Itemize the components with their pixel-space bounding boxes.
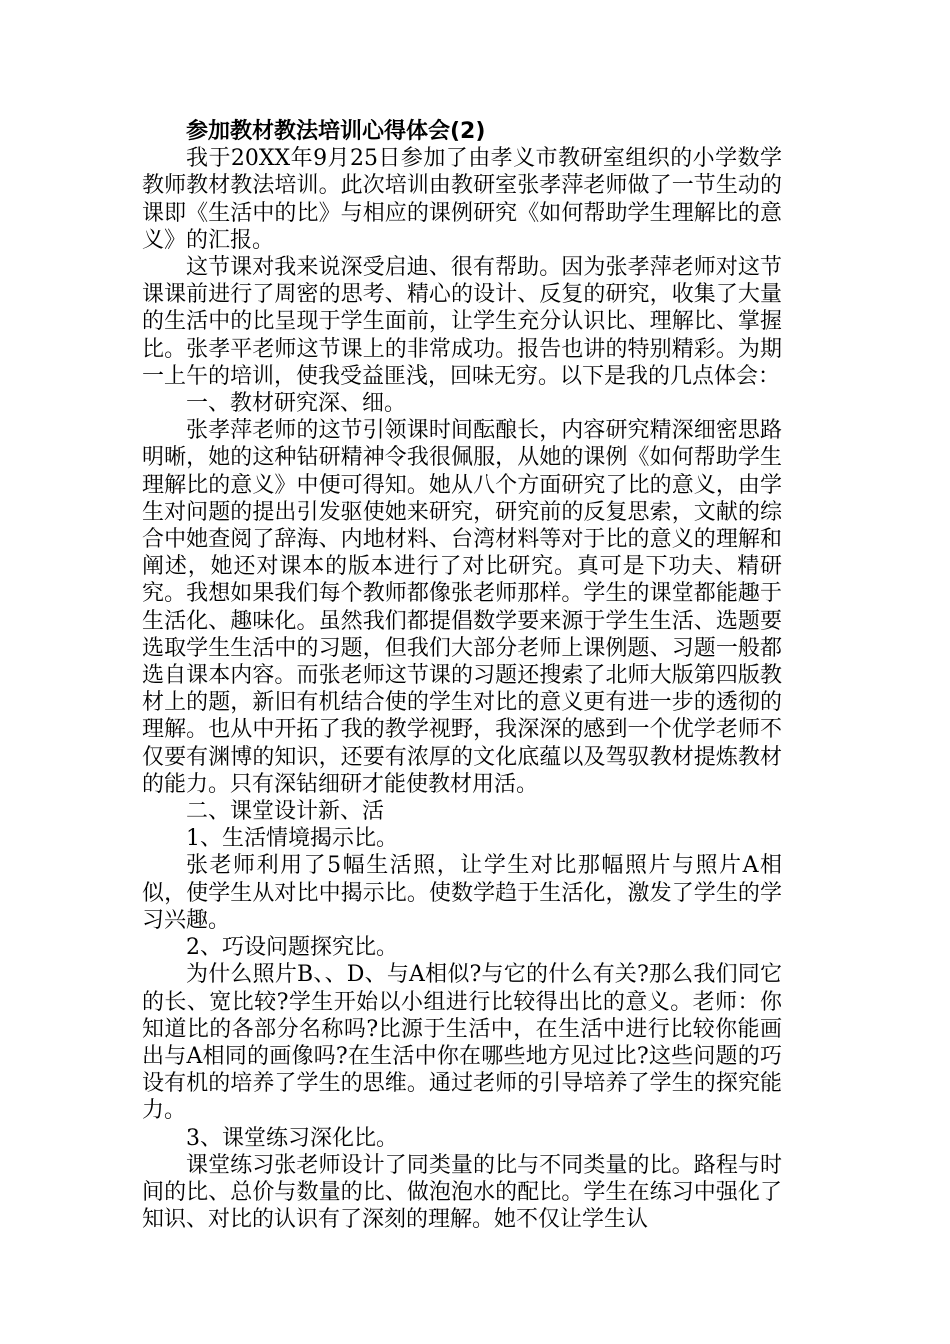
paragraph-2-3: 课堂练习张老师设计了同类量的比与不同类量的比。路程与时间的比、总价与数量的比、做泡泡水的配比。学生在练习中强化了知识、对比的认识有了深刻的理解。她不仅让学生认	[142, 1152, 782, 1233]
paragraph-impression: 这节课对我来说深受启迪、很有帮助。因为张孝萍老师对这节课课前进行了周密的思考、精心的设计、反复的研究，收集了大量的生活中的比呈现于学生面前，让学生充分认识比、理解比、掌握比。张孝平老师这节课上的非常成功。报告也讲的特别精彩。为期一上午的培训，使我受益匪浅，回味无穷。以下是我的几点体会：	[142, 255, 782, 389]
paragraph-section-1: 张孝萍老师的这节引领课时间酝酿长，内容研究精深细密思路明晰，她的这种钻研精神令我很佩服，从她的课例《如何帮助学生理解比的意义》中便可得知。她从八个方面研究了比的意义，由学生对问题的提出引发驱使她来研究，研究前的反复思索，文献的综合中她查阅了辞海、内地材料、台湾材料等对于比的意义的理解和阐述，她还对课本的版本进行了对比研究。真可是下功夫、精研究。我想如果我们每个教师都像张老师那样。学生的课堂都能趣于生活化、趣味化。虽然我们都提倡数学要来源于学生生活、选题要选取学生生活中的习题，但我们大部分老师上课例题、习题一般都选自课本内容。而张老师这节课的习题还搜索了北师大版第四版教材上的题，新旧有机结合使的学生对比的意义更有进一步的透彻的理解。也从中开拓了我的教学视野，我深深的感到一个优学老师不仅要有渊博的知识，还要有浓厚的文化底蕴以及驾驭教材提炼教材的能力。只有深钻细研才能使教材用活。	[142, 418, 782, 797]
document-title: 参加教材教法培训心得体会(2)	[186, 119, 486, 144]
section-heading-1: 一、教材研究深、细。	[186, 391, 407, 417]
paragraph-2-1: 张老师利用了5幅生活照，让学生对比那幅照片与照片A相似，使学生从对比中揭示比。使数学趋于生活化，激发了学生的学习兴趣。	[142, 853, 782, 933]
subheading-2-3: 3、课堂练习深化比。	[186, 1125, 398, 1151]
subheading-2-1: 1、生活情境揭示比。	[186, 826, 398, 852]
paragraph-intro: 我于20XX年9月25日参加了由孝义市教研室组织的小学数学教师教材教法培训。此次培训由教研室张孝萍老师做了一节生动的课即《生活中的比》与相应的课例研究《如何帮助学生理解比的意义》的汇报。	[142, 146, 782, 253]
paragraph-2-2: 为什么照片B、、D、与A相似?与它的什么有关?那么我们同它的长、宽比较?学生开始以小组进行比较得出比的意义。老师：你知道比的各部分名称吗?比源于生活中，在生活中进行比较你能画出与A相同的画像吗?在生活中你在哪些地方见过比?这些问题的巧设有机的培养了学生的思维。通过老师的引导培养了学生的探究能力。	[142, 962, 782, 1124]
section-heading-2: 二、课堂设计新、活	[186, 799, 385, 825]
document-page	[142, 118, 782, 1233]
subheading-2-2: 2、巧设问题探究比。	[186, 935, 398, 961]
